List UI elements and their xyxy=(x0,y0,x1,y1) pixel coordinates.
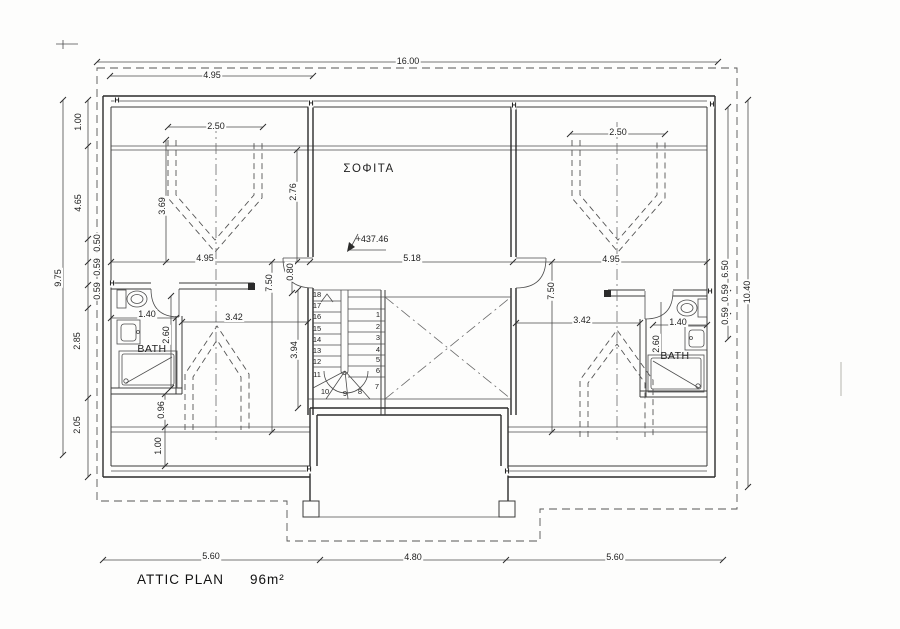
room-axis-lines xyxy=(216,122,617,440)
stair-bay xyxy=(303,408,515,517)
sink-left-icon xyxy=(117,320,140,344)
wall-marker-h: H xyxy=(504,468,510,476)
bath-right-door-arc xyxy=(645,291,673,319)
scan-artifact xyxy=(840,362,842,396)
bath-left-label: BATH xyxy=(137,343,167,355)
dim-bottom-center: 4.80 xyxy=(404,552,422,562)
dim-right-room-width: 4.95 xyxy=(602,254,620,264)
wall-marker-h: H xyxy=(114,97,120,105)
dim-left-c3: 0.59 xyxy=(92,282,102,300)
stray-mark xyxy=(56,40,78,49)
stair-number: 5 xyxy=(375,355,381,364)
dim-left-top: 1.00 xyxy=(73,113,83,131)
dim-overall-width: 16.00 xyxy=(396,56,420,66)
dim-bottom-left: 5.60 xyxy=(202,551,220,561)
bathroom-left xyxy=(109,280,255,394)
stair-number: 18 xyxy=(312,290,322,299)
stair-number: 2 xyxy=(375,322,381,331)
wall-marker-h: H xyxy=(707,288,713,296)
dim-bath-depth-left: 2.60 xyxy=(161,326,171,344)
stair-number: 12 xyxy=(312,357,322,366)
bathtub-left-icon xyxy=(119,351,177,388)
stair-number: 17 xyxy=(312,301,322,310)
dim-left-c1: 0.50 xyxy=(92,234,102,252)
dim-left-room-height: 7.50 xyxy=(264,274,274,292)
dim-left-window: 2.50 xyxy=(207,121,225,131)
stair-number: 15 xyxy=(312,324,322,333)
drawing-title xyxy=(137,572,285,587)
dim-right-room-height: 7.50 xyxy=(546,282,556,300)
bath-right-label: BATH xyxy=(660,350,690,362)
stair-number: 7 xyxy=(374,382,380,391)
dim-left-lower: 2.85 xyxy=(72,332,82,350)
stair-number: 4 xyxy=(375,345,381,354)
wall-marker-h: H xyxy=(308,100,314,108)
stair-number: 1 xyxy=(375,310,381,319)
dim-bath-depth-right: 2.60 xyxy=(651,335,661,353)
stair-number: 16 xyxy=(312,312,322,321)
level-marker-value: +437.46 xyxy=(355,234,389,244)
wall-marker-h: H xyxy=(306,466,312,474)
dim-right-window: 2.50 xyxy=(609,127,627,137)
stair-number: 10 xyxy=(320,387,330,396)
dim-bottom-right: 5.60 xyxy=(606,552,624,562)
stair-number: 14 xyxy=(312,335,322,344)
stair-number: 9 xyxy=(342,389,348,398)
room-label-attic: ΣΟΦΙΤΑ xyxy=(343,163,395,175)
dim-door-offset: 0.80 xyxy=(285,263,295,281)
stair-number: 8 xyxy=(357,387,363,396)
exterior-walls xyxy=(103,96,715,477)
dim-roof-depth-left: 3.69 xyxy=(157,197,167,215)
wall-marker-h: H xyxy=(511,102,517,110)
dim-stair-length: 3.94 xyxy=(289,341,299,359)
dim-right-c2: 0.59 xyxy=(720,307,730,325)
dim-bath-width-left: 1.40 xyxy=(138,309,156,319)
dim-left-c2: 0.59 xyxy=(92,258,102,276)
dim-right-upper: 6.50 xyxy=(720,260,730,278)
wall-marker-h: H xyxy=(709,101,715,109)
dim-left-bottom: 2.05 xyxy=(72,416,82,434)
dim-hall-width: 5.18 xyxy=(403,253,421,263)
title-area: 96m² xyxy=(250,572,285,587)
dim-sill-left: 1.00 xyxy=(153,437,163,455)
dim-right-span: 3.42 xyxy=(573,315,591,325)
stair-number: 11 xyxy=(313,370,321,379)
stair-number: 6 xyxy=(375,366,381,375)
roof-overhang-outline xyxy=(97,68,737,541)
dim-left-upper: 4.65 xyxy=(73,194,83,212)
toilet-left-icon xyxy=(117,290,147,308)
toilet-right-icon xyxy=(677,299,707,317)
wall-marker-h: H xyxy=(109,280,115,288)
dim-left-overall: 9.75 xyxy=(53,269,63,287)
dim-right-overall: 10.40 xyxy=(742,280,752,304)
dim-knee-left: 0.96 xyxy=(156,401,166,419)
dim-left-room-width: 4.95 xyxy=(196,253,214,263)
dim-right-c1: 0.59 xyxy=(720,284,730,302)
dim-hall-depth: 2.76 xyxy=(288,183,298,201)
dim-left-span: 3.42 xyxy=(225,312,243,322)
stair-number: 13 xyxy=(312,346,322,355)
dim-bath-width-right: 1.40 xyxy=(669,317,687,327)
dim-top-left-section: 4.95 xyxy=(203,70,221,80)
title-text: ATTIC PLAN xyxy=(137,572,225,587)
stairwell-void xyxy=(381,290,511,415)
sink-right-icon xyxy=(685,326,707,350)
stair-number: 3 xyxy=(375,333,381,342)
dimension-lines xyxy=(60,59,751,563)
